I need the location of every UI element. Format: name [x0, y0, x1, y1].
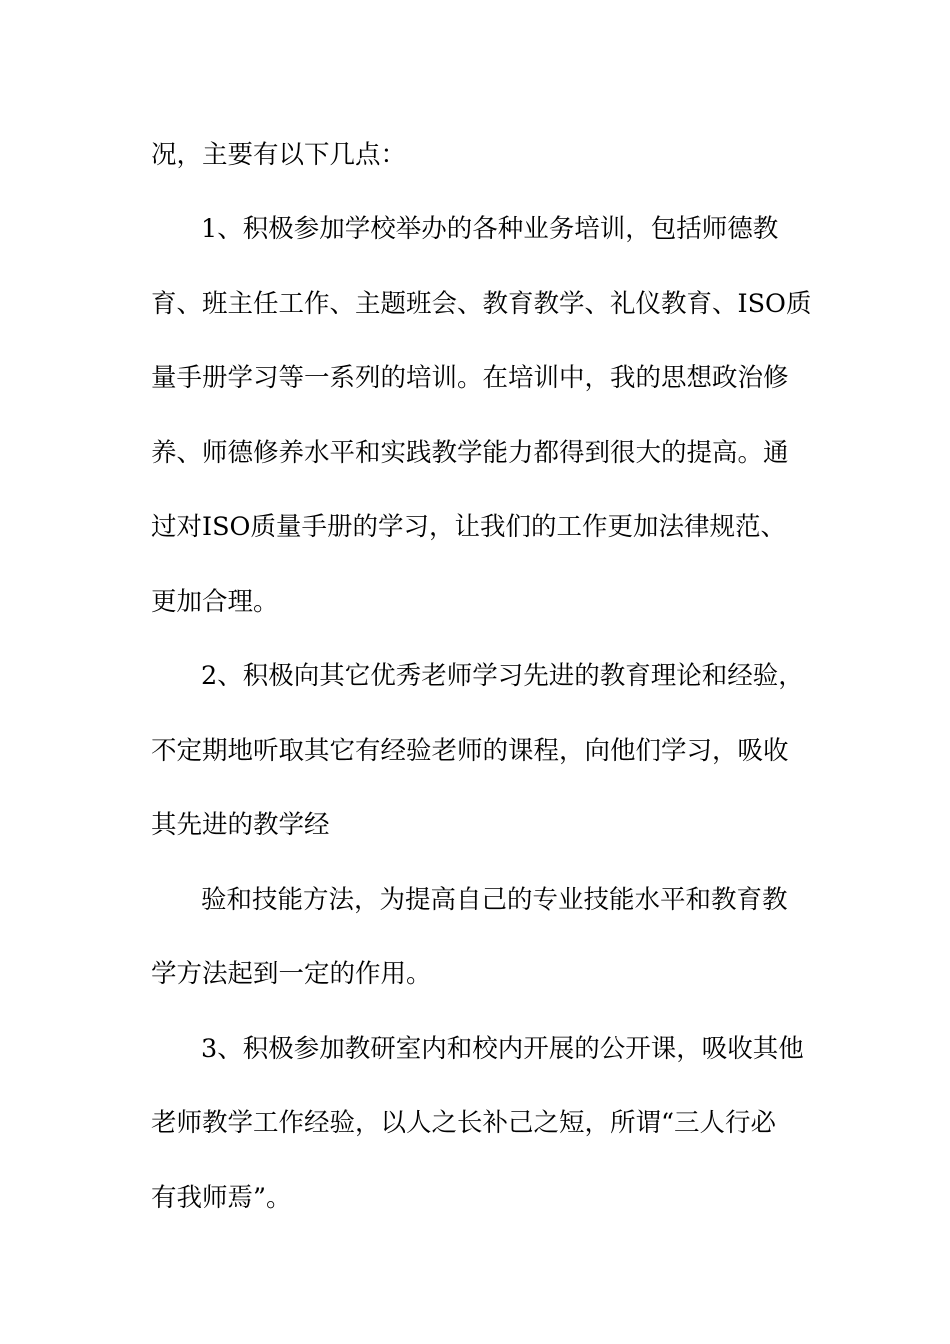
text-line: 更加合理。 — [151, 587, 279, 617]
text-line: 1、积极参加学校举办的各种业务培训，包括师德教 — [201, 214, 779, 244]
text-line: 3、积极参加教研室内和校内开展的公开课，吸收其他 — [201, 1034, 804, 1064]
text-line: 育、班主任工作、主题班会、教育教学、礼仪教育、ISO质 — [151, 289, 812, 319]
text-line: 验和技能方法，为提高自己的专业技能水平和教育教 — [201, 885, 788, 915]
text-line: 2、积极向其它优秀老师学习先进的教育理论和经验， — [201, 661, 804, 691]
text-line: 其先进的教学经 — [151, 810, 330, 840]
text-line: 量手册学习等一系列的培训。在培训中，我的思想政治修 — [151, 363, 789, 393]
text-line: 老师教学工作经验，以人之长补己之短，所谓“三人行必 — [151, 1108, 777, 1138]
text-line: 况，主要有以下几点： — [151, 140, 407, 170]
text-line: 学方法起到一定的作用。 — [151, 959, 432, 989]
text-line: 不定期地听取其它有经验老师的课程，向他们学习，吸收 — [151, 736, 789, 766]
text-line: 有我师焉”。 — [151, 1183, 292, 1213]
text-line: 养、师德修养水平和实践教学能力都得到很大的提高。通 — [151, 438, 789, 468]
text-line: 过对ISO质量手册的学习，让我们的工作更加法律规范、 — [151, 512, 786, 542]
